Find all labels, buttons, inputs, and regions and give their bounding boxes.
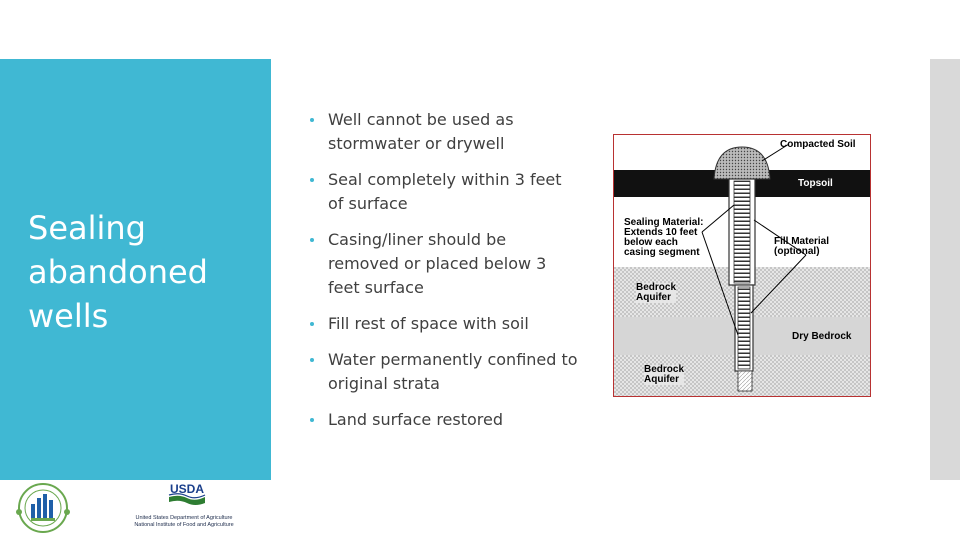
- bullet-dot: [310, 418, 314, 422]
- bedrock-aquifer-upper-label: Bedrock Aquifer: [636, 282, 677, 303]
- bullet-dot: [310, 358, 314, 362]
- bullet-text: Seal completely within 3 feet of surface: [328, 170, 562, 213]
- topsoil-label: Topsoil: [798, 178, 833, 189]
- university-seal-logo: [10, 482, 76, 534]
- bullet-text: Casing/liner should be removed or placed below 3 feet surface: [328, 230, 547, 297]
- bullet-text: Well cannot be used as stormwater or drywell: [328, 110, 514, 153]
- compacted-soil-mound: [714, 147, 770, 179]
- bullet-item: [310, 168, 580, 216]
- svg-text:USDA: USDA: [169, 482, 205, 496]
- bullet-item: [310, 312, 580, 336]
- compacted-soil-label: Compacted Soil: [780, 139, 856, 150]
- well-cross-section-drawing: [614, 135, 871, 397]
- bullet-dot: [310, 178, 314, 182]
- bullet-dot: [310, 118, 314, 122]
- bullet-text: Water permanently confined to original strata: [328, 350, 578, 393]
- bullet-item: [310, 348, 580, 396]
- slide-title: Sealing abandoned wells: [28, 209, 208, 335]
- bullet-text: Land surface restored: [328, 410, 504, 429]
- dry-bedrock-label: Dry Bedrock: [792, 331, 852, 342]
- bullet-dot: [310, 238, 314, 242]
- fill-material-label: Fill Material (optional): [774, 236, 830, 257]
- usda-caption: United States Department of Agriculture National Institute of Food and Agriculture: [134, 515, 234, 528]
- sealing-material-label: Sealing Material: Extends 10 feet below each casing segment: [624, 217, 704, 258]
- bullet-item: [310, 408, 580, 432]
- seal-icon: [10, 482, 76, 534]
- bedrock-aquifer-lower-label: Bedrock Aquifer: [644, 364, 685, 385]
- usda-mark-icon: [167, 481, 207, 507]
- bullet-list: [310, 108, 580, 444]
- bullet-item: [310, 108, 580, 156]
- well-sealing-diagram: [613, 134, 871, 397]
- bullet-text: Fill rest of space with soil: [328, 314, 529, 333]
- usda-nifa-logo: [123, 481, 245, 536]
- bullet-item: [310, 228, 580, 300]
- right-side-bar: [930, 59, 960, 480]
- bullet-dot: [310, 322, 314, 326]
